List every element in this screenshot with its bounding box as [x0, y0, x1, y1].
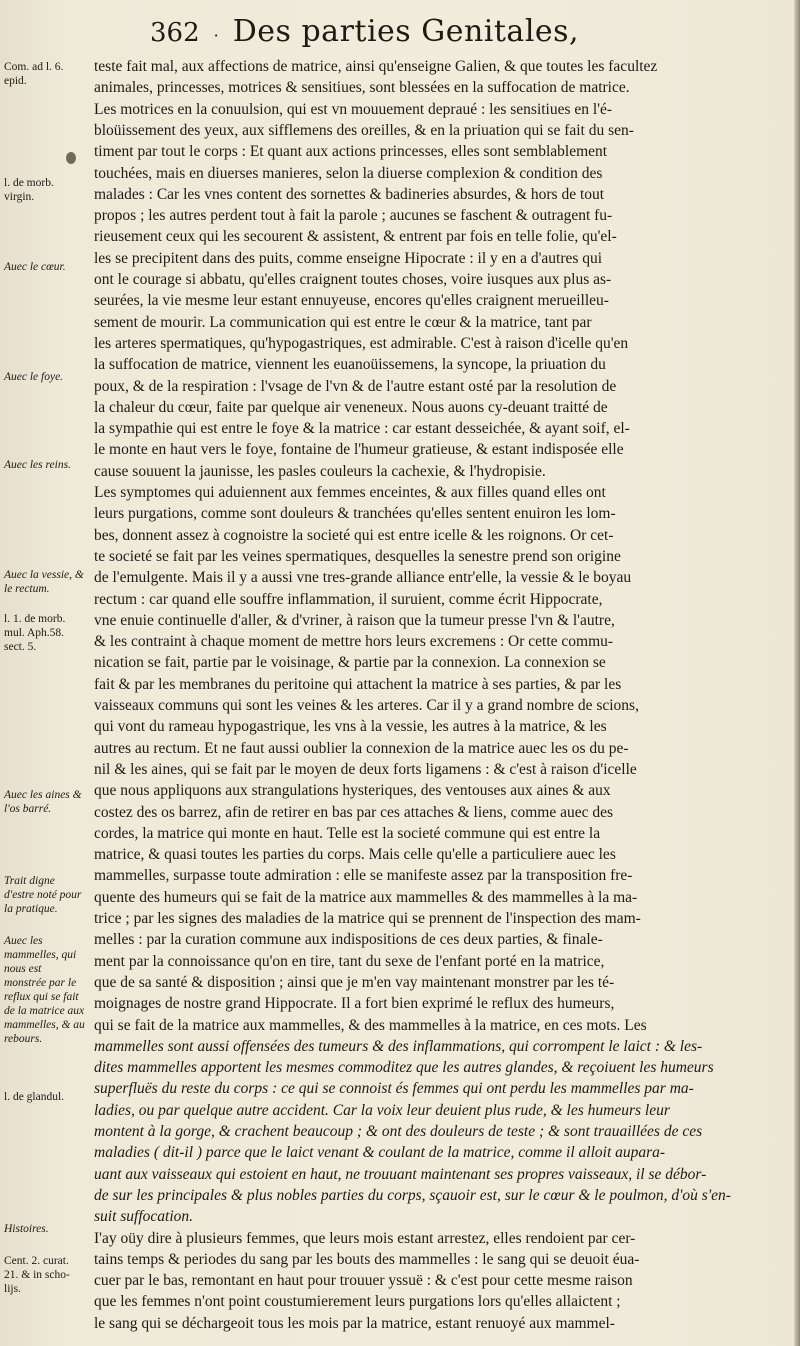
- header-separator: ·: [213, 26, 219, 45]
- text-line: de sur les principales & plus nobles parties du corps, sçauoir est, sur le cœur & le poulmon, d'où s'en-: [94, 1186, 731, 1204]
- margin-note: l. de morb. virgin.: [4, 177, 54, 203]
- text-line: ment par la connoissance qu'on en tire, tant du sexe de l'enfant porté en la matrice,: [94, 952, 605, 970]
- margin-note: Auec les aines & l'os barré.: [4, 789, 82, 815]
- page-number: 362: [150, 18, 200, 48]
- text-line: tains temps & periodes du sang par les bouts des mammelles : le sang qui se deuoit éua-: [94, 1250, 640, 1268]
- text-line: que de sa santé & disposition ; ainsi que je m'en vay maintenant monstrer par les té-: [94, 973, 615, 991]
- margin-note: Histoires.: [4, 1223, 49, 1235]
- text-line: que nous appliquons aux strangulations hysteriques, des ventouses aux aines & aux: [94, 782, 611, 800]
- text-line: mammelles, surpasse toute admiration : elle se manifeste assez par la transposition fre-: [94, 867, 633, 885]
- text-line: nil & les aines, qui se fait par le moyen de deux forts ligamens : & c'est à raison d'icelle: [94, 760, 637, 778]
- page-header: [150, 14, 790, 54]
- text-line: leurs purgations, comme sont douleurs & tranchées qu'elles sentent enuiron les lom-: [94, 505, 616, 523]
- text-line: teste fait mal, aux affections de matrice, ainsi qu'enseigne Galien, & que toutes les facultez: [94, 58, 658, 75]
- text-line: la sympathie qui est entre le foye & la matrice : car estant desseichée, & ayant soif, el-: [94, 420, 630, 438]
- margin-note: l. 1. de morb. mul. Aph.58. sect. 5.: [4, 613, 66, 653]
- text-body: [94, 56, 784, 1336]
- text-line: bes, donnent assez à cognoistre la societé qui est entre icelle & les roignons. Or cet-: [94, 526, 614, 544]
- text-line: trice ; par les signes des maladies de la matrice qui se prennent de l'inspection des mam-: [94, 910, 641, 927]
- text-line: les arteres spermatiques, qu'hypogastriques, est admirable. C'est à raison d'icelle qu'en: [94, 334, 629, 352]
- text-line: bloüissement des yeux, aux sifflemens des oreilles, & en la priuation qui se fait du sen-: [94, 121, 634, 139]
- text-line: animales, princesses, motrices & sensitiues, sont blessées en la suffocation de matrice.: [94, 79, 630, 97]
- text-line: maladies ( dit-il ) parce que le laict venant & coulant de la matrice, comme il alloit aupara-: [94, 1144, 666, 1162]
- margin-note: Auec les mammelles, qui nous est monstrée par le reflux qui se fait de la matrice aux mammelles, & au rebours.: [4, 935, 85, 1045]
- text-line: cause souuent la jaunisse, les pasles couleurs la cachexie, & l'hydropisie.: [94, 462, 546, 480]
- margin-note: Auec le cœur.: [4, 261, 66, 273]
- page-edge: [794, 0, 800, 1346]
- text-line: suit suffocation.: [94, 1208, 194, 1226]
- text-line: les se precipitent dans des puits, comme enseigne Hipocrate : il y en a d'autres qui: [94, 249, 603, 267]
- text-line: poux, & de la respiration : l'vsage de l'vn & de l'autre estant osté par la resolution de: [94, 377, 617, 395]
- margin-note: Auec le foye.: [4, 371, 64, 383]
- text-line: I'ay oüy dire à plusieurs femmes, que leurs mois estant arrestez, elles rendoient par cer-: [94, 1229, 636, 1247]
- text-line: timent par tout le corps : Et quant aux actions princesses, elles sont semblablement: [94, 143, 608, 161]
- margin-note: Com. ad l. 6. epid.: [4, 61, 64, 87]
- margin-note: Cent. 2. curat. 21. & in scho-lijs.: [4, 1255, 70, 1295]
- text-line: propos ; les autres perdent tout à fait la parole ; aucunes se faschent & outragent fu-: [94, 207, 613, 225]
- margin-note: Auec la vessie, & le rectum.: [4, 569, 84, 595]
- text-line: moignages de nostre grand Hippocrate. Il a fort bien exprimé le reflux des humeurs,: [94, 995, 615, 1013]
- text-line: de l'emulgente. Mais il y a aussi vne tres-grande alliance entr'elle, la vessie & le boyau: [94, 569, 632, 587]
- text-line: ladies, ou par quelque autre accident. Car la voix leur deuient plus rude, & les humeurs leur: [94, 1101, 670, 1119]
- margin-note: Auec les reins.: [4, 459, 71, 471]
- margin-note: Trait digne d'estre noté pour la pratique.: [4, 875, 82, 915]
- text-line: rectum : car quand elle souffre inflammation, il suruient, comme écrit Hippocrate,: [94, 590, 603, 608]
- text-line: Les motrices en la conuulsion, qui est vn mouuement depraué : les sensitiues en l'é-: [94, 100, 613, 118]
- text-line: vaisseaux communs qui sont les veines & les arteres. Car il y a grand nombre de scions,: [94, 697, 639, 714]
- text-line: nication se fait, partie par le voisinage, & partie par la connexion. La connexion se: [94, 654, 606, 672]
- text-line: touchées, mais en diuerses manieres, selon la diuerse complexion & condition des: [94, 164, 603, 182]
- text-line: sement de mourir. La communication qui est entre le cœur & la matrice, tant par: [94, 313, 592, 331]
- text-line: matrice, & quasi toutes les parties du corps. Mais celle qu'elle a particuliere auec les: [94, 846, 616, 864]
- text-line: malades : Car les vnes content des sornettes & badineries absurdes, & hors de tout: [94, 185, 605, 203]
- text-line: qui vont du rameau hypogastrique, les vns à la vessie, les autres à la matrice, & les: [94, 718, 607, 736]
- text-line: & les contraint à chaque moment de mettre hors leurs excremens : Or cette commu-: [94, 633, 614, 651]
- text-line: fait & par les membranes du peritoine qui attachent la matrice à ses parties, & par les: [94, 675, 622, 693]
- text-line: le monte en haut vers le foye, fontaine de l'humeur gratieuse, & estant indisposée elle: [94, 441, 624, 459]
- text-line: vne enuie continuelle d'aller, & d'vriner, à raison que la tumeur presse l'vn & l'autre,: [94, 611, 615, 629]
- text-line: costez des os barrez, afin de retirer en bas par ces attaches & liens, comme auec des: [94, 803, 614, 821]
- ink-blot-mark: [66, 152, 76, 164]
- text-line: te societé se fait par les veines spermatiques, desquelles la senestre prend son origine: [94, 547, 621, 565]
- text-line: quente des humeurs qui se fait de la matrice aux mammelles & des mammelles à la ma-: [94, 888, 638, 906]
- text-line: mammelles sont aussi offensées des tumeurs & des inflammations, qui corrompent le laict : & les-: [94, 1037, 703, 1055]
- margin-notes: [4, 0, 88, 1346]
- text-line: la suffocation de matrice, viennent les euanoüissemens, la syncope, la priuation du: [94, 356, 606, 374]
- text-line: melles : par la curation commune aux indispositions de ces deux parties, & finale-: [94, 931, 603, 949]
- text-line: seurées, la vie mesme leur estant ennuyeuse, encores qu'elles craignent merueilleu-: [94, 292, 609, 310]
- text-line: uant aux vaisseaux qui estoient en haut, ne trouuant maintenant ses propres vaisseaux, il se débor-: [94, 1165, 707, 1183]
- text-line: qui se fait de la matrice aux mammelles, & des mammelles à la matrice, en ces mots. Les: [94, 1016, 647, 1034]
- text-line: cordes, la matrice qui monte en haut. Telle est la societé commune qui est entre la: [94, 824, 601, 842]
- text-line: le sang qui se déchargeoit tous les mois par la matrice, estant renuoyé aux mammel-: [94, 1314, 615, 1332]
- text-line: montent à la gorge, & crachent beaucoup ; & ont des douleurs de teste ; & sont trauaillées de ces: [94, 1123, 703, 1140]
- text-line: superfluës du reste du corps : ce qui se connoist és femmes qui ont perdu les mammelles par ma-: [94, 1080, 694, 1098]
- running-title: Des parties Genitales,: [232, 14, 580, 49]
- text-line: Les symptomes qui aduiennent aux femmes enceintes, & aux filles quand elles ont: [94, 484, 606, 501]
- text-line: dites mammelles apportent les mesmes commoditez que les autres glandes, & reçoiuent les humeurs: [94, 1059, 714, 1077]
- text-line: que les femmes n'ont point coustumierement leurs purgations lors qu'elles allaictent ;: [94, 1293, 621, 1311]
- margin-note: l. de glandul.: [4, 1091, 65, 1103]
- text-line: autres au rectum. Et ne faut aussi oublier la connexion de la matrice auec les os du pe-: [94, 739, 629, 757]
- text-line: la chaleur du cœur, faite par quelque air veneneux. Nous auons cy-deuant traitté de: [94, 398, 608, 416]
- text-line: rieusement ceux qui les secourent & assistent, & entrent par fois en telle folie, qu'el-: [94, 228, 617, 246]
- text-line: cuer par le bas, remontant en haut pour trouuer yssuë : & c'est pour cette mesme raison: [94, 1272, 633, 1290]
- text-line: ont le courage si abbatu, qu'elles craignent toutes choses, voire iusques aux plus as-: [94, 271, 612, 288]
